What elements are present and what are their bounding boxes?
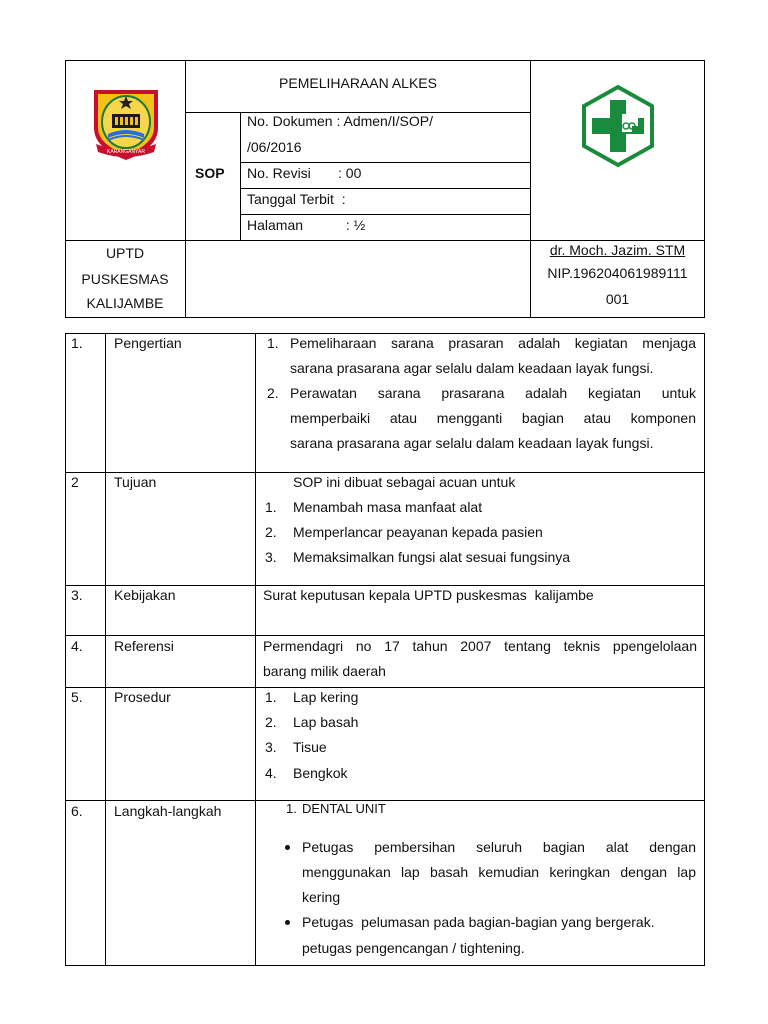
puskesmas-logo — [576, 84, 660, 168]
svg-text:KARANGANYAR: KARANGANYAR — [107, 149, 145, 155]
bullet-icon — [285, 845, 290, 850]
regency-crest-logo — [88, 82, 164, 164]
header-divider-left — [185, 60, 186, 318]
row-number: 3. — [71, 587, 83, 603]
list-item-text: sarana prasarana agar selalu dalam keadaan layak fungsi. — [290, 435, 654, 451]
doc-number-line1: No. Dokumen : Admen/I/SOP/ — [247, 113, 433, 129]
row-text: Permendagri no 17 tahun 2007 tentang teknis ppengelolaan — [263, 638, 697, 654]
list-number: 2. — [267, 385, 279, 401]
list-item-text: Lap basah — [293, 714, 359, 730]
row-number: 4. — [71, 638, 83, 654]
org-line-1: UPTD — [105, 245, 145, 261]
row-label: Langkah-langkah — [114, 803, 222, 819]
table-border-bottom — [65, 965, 705, 966]
signer-name: dr. Moch. Jazim. STM — [549, 242, 686, 258]
list-number: 1. — [267, 335, 279, 351]
table-border-right — [704, 333, 705, 966]
row-label: Referensi — [114, 638, 174, 654]
org-line-2: PUSKESMAS — [81, 271, 169, 287]
header-divider-sop — [240, 112, 241, 241]
list-number: 1. — [265, 689, 277, 705]
list-item-text: Pemeliharaan sarana prasaran adalah kegiatan menjaga — [290, 335, 696, 351]
header-border-right — [704, 60, 705, 318]
list-number: 4. — [265, 765, 277, 781]
list-item-text: Bengkok — [293, 765, 348, 781]
row-label: Prosedur — [114, 689, 171, 705]
list-number: 2. — [265, 714, 277, 730]
list-item-text: memperbaiki atau mengganti bagian atau komponen — [290, 410, 696, 426]
bullet-text: menggunakan lap basah kemudian keringkan dengan lap — [302, 864, 696, 880]
list-number: 3. — [265, 739, 277, 755]
list-number: 3. — [265, 549, 277, 565]
row-number: 2 — [71, 474, 79, 490]
document-title: PEMELIHARAAN ALKES — [279, 75, 437, 91]
bullet-text: petugas pengencangan / tightening. — [302, 940, 525, 956]
sub-heading-number: 1. — [286, 801, 297, 816]
row-number: 1. — [71, 335, 83, 351]
list-number: 1. — [265, 499, 277, 515]
header-border-top — [65, 60, 705, 61]
list-number: 2. — [265, 524, 277, 540]
bullet-text: kering — [302, 889, 341, 905]
page-number: Halaman : ½ — [247, 217, 366, 233]
table-border-left — [65, 333, 66, 966]
bullet-text: Petugas pembersihan seluruh bagian alat dengan — [302, 839, 696, 855]
revision-number: No. Revisi : 00 — [247, 165, 362, 181]
doc-number-line2: /06/2016 — [247, 139, 302, 155]
table-divider-number — [105, 333, 106, 966]
issue-date: Tanggal Terbit : — [247, 191, 346, 207]
org-line-3: KALIJAMBE — [86, 295, 164, 311]
row-text: barang milik daerah — [263, 663, 386, 679]
bullet-text: Petugas pelumasan pada bagian-bagian yang bergerak. — [302, 914, 655, 930]
header-border-bottom — [65, 317, 705, 318]
header-line-doc — [240, 162, 530, 163]
list-item-text: Memperlancar peayanan kepada pasien — [293, 524, 543, 540]
list-item-text: Memaksimalkan fungsi alat sesuai fungsinya — [293, 549, 571, 565]
list-item-text: sarana prasarana agar selalu dalam keadaan layak fungsi. — [290, 360, 654, 376]
bullet-icon — [285, 920, 290, 925]
sub-heading: DENTAL UNIT — [302, 801, 386, 816]
list-item-text: Menambah masa manfaat alat — [293, 499, 483, 515]
row-label: Pengertian — [114, 335, 182, 351]
signer-nip-line1: NIP.196204061989111 — [547, 265, 688, 281]
list-item-text: Perawatan sarana prasarana adalah kegiatan untuk — [290, 385, 696, 401]
header-line-rev — [240, 188, 530, 189]
signer-nip-line2: 001 — [605, 291, 630, 307]
row-intro-text: SOP ini dibuat sebagai acuan untuk — [293, 474, 516, 490]
row-number: 5. — [71, 689, 83, 705]
row-text: Surat keputusan kepala UPTD puskesmas kalijambe — [263, 587, 594, 603]
table-divider-label — [255, 333, 256, 966]
sop-label: SOP — [195, 165, 225, 181]
row-separator-3 — [65, 635, 705, 636]
header-line-date — [240, 214, 530, 215]
row-label: Kebijakan — [114, 587, 176, 603]
row-number: 6. — [71, 803, 83, 819]
list-item-text: Lap kering — [293, 689, 359, 705]
list-item-text: Tisue — [293, 739, 327, 755]
row-label: Tujuan — [114, 474, 157, 490]
